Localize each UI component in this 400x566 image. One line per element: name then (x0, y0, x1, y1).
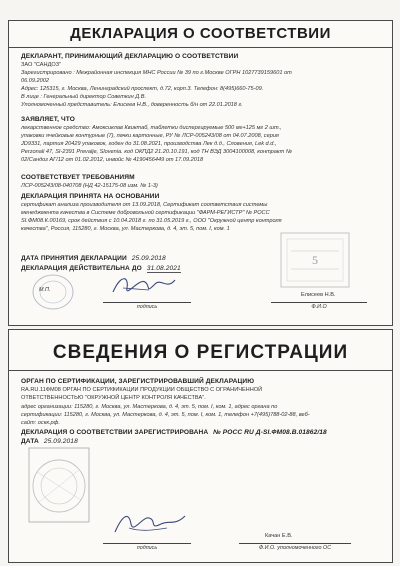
registration-divider (9, 370, 392, 371)
stamp-mark: М.П. (39, 287, 51, 293)
certification-body-stamp-icon (23, 442, 95, 528)
requirements-line: ЛСР-005243/08-040708 (НД 42-15175-08 изм. № 1-3) (21, 183, 158, 189)
applicant-line-4: Адрес: 125315, г. Москва, Ленинградский проспект, д.72, корп.3. Телефон: 8(495)660-75-09. (21, 86, 264, 92)
basis-line-4: качества", Россия, 115280, г. Москва, ул. Мастеркова, д. 4, эт. 5, пом. I, ком. 1 (21, 226, 230, 232)
applicant-line-1: ЗАО "САНДОЗ" (21, 62, 62, 68)
basis-line-1: сертификат анализа производителя от 13.09.2018, Сертификат соответствия системы (21, 202, 268, 208)
applicant-signature-caption: подпись (136, 304, 158, 310)
valid-date: 31.08.2021 (146, 265, 181, 272)
body-line-3: адрес организации: 115280, г. Москва, ул. Мастеркова, д. 4, эт. 5, пом. I, ком. 1, адрес органа по (21, 404, 278, 410)
registered-number: № РОСС RU Д-SI.ФМ08.В.01862/18 (213, 429, 327, 436)
svg-text:5: 5 (312, 253, 318, 267)
registered-date: 25.09.2018 (43, 438, 78, 445)
acceptance-date-row (21, 255, 166, 262)
registration-frame (8, 329, 393, 563)
applicant-signer-name: Елисеев Н.В. (301, 292, 336, 298)
body-line-5: сайт: ocкк.рф. (21, 420, 60, 426)
registered-row (21, 429, 327, 436)
registration-title: СВЕДЕНИЯ О РЕГИСТРАЦИИ (52, 342, 349, 363)
body-line-2: ОТВЕТСТВЕННОСТЬЮ "ОКРУЖНОЙ ЦЕНТР КОНТРОЛЯ КАЧЕСТВА". (21, 395, 206, 401)
declares-line-3: JD9331, партия 20429 упаковок, годен до 31.08.2021, производства Лек д.д., Словения, Lek d.d., (21, 141, 277, 147)
body-heading: ОРГАН ПО СЕРТИФИКАЦИИ, ЗАРЕГИСТРИРОВАВШИЙ ДЕКЛАРАЦИЮ (21, 378, 255, 385)
applicant-line-3: 06.09.2002 (21, 78, 49, 84)
applicant-name-caption: Ф.И.О (311, 304, 327, 310)
basis-line-3: SI.ФМ08.К.00169, срок действия с 10.04.2018 г. по 31.05.2019 г., ООО "Окружной центр контроля (21, 218, 282, 224)
registration-name-caption: Ф.И.О. уполномоченного ОС (258, 545, 332, 551)
declares-line-4: Perzonali 47, SI-2391 Prevalje, Slovenia. код ОКПД2 21.20.10.191, код ТН ВЭД 3004100008, контракт № (21, 149, 292, 155)
declares-line-5: 02/Сандоз АГ/12 от 01.02.2012, инвойс № 4190456449 от 17.09.2018 (21, 157, 204, 163)
acceptance-date: 25.09.2018 (131, 255, 166, 262)
applicant-signature-icon (109, 270, 179, 300)
body-line-4: сертификации: 115280, г. Москва, ул. Мастеркова, д. 4, эт. 5, пом. I, ком. 1, телефон +7(495)788-02-88, веб- (21, 412, 310, 418)
declares-heading: ЗАЯВЛЯЕТ, ЧТО (21, 116, 75, 123)
basis-line-2: менеджмента качества в Системе добровольной сертификации "ФАРМ-РЕГИСТР" № РОСС (21, 210, 270, 216)
applicant-heading: ДЕКЛАРАНТ, ПРИНИМАЮЩИЙ ДЕКЛАРАЦИЮ О СООТВЕТСТВИИ (21, 53, 239, 60)
basis-heading: ДЕКЛАРАЦИЯ ПРИНЯТА НА ОСНОВАНИИ (21, 193, 160, 200)
applicant-line-6: Уполномоченный представитель: Елисеев Н.В., доверенность б/н от 22.01.2018 г. (21, 102, 243, 108)
title-divider (9, 47, 392, 48)
body-line-1: RA.RU.11ФМ08 ОРГАН ПО СЕРТИФИКАЦИИ ПРОДУКЦИИ ОБЩЕСТВО С ОГРАНИЧЕННОЙ (21, 387, 263, 393)
applicant-signature-line (103, 302, 191, 303)
registered-label: ДЕКЛАРАЦИЯ О СООТВЕТСТВИИ ЗАРЕГИСТРИРОВАНА (21, 429, 209, 436)
registration-name-line (239, 543, 351, 544)
registration-signer-name: Качан Е.В. (265, 533, 293, 539)
registration-signature-icon (109, 508, 189, 540)
applicant-line-2: Зарегистрировано : Межрайонная инспекция МНС России № 39 по г.Москве ОГРН 1027739159601 от (21, 70, 292, 76)
registration-signature-caption: подпись (136, 545, 158, 551)
valid-label: ДЕКЛАРАЦИЯ ДЕЙСТВИТЕЛЬНА ДО (21, 265, 142, 272)
registered-date-label: ДАТА (21, 438, 39, 445)
registration-signature-line (103, 543, 191, 544)
applicant-name-line (271, 302, 367, 303)
received-stamp-icon (277, 229, 353, 291)
applicant-stamp-icon (31, 272, 75, 312)
declaration-title: ДЕКЛАРАЦИЯ О СООТВЕТСТВИИ (70, 25, 331, 42)
declares-line-2: упаковки ячейковые контурные (7), пачки картонные, РУ № ЛСР-005243/08 от 04.07.2008, серия (21, 133, 279, 139)
declares-line-1: лекарственное средство: Амоксиклав Квиктаб, таблетки диспергируемые 500 мг+125 мг 2 шт., (21, 125, 282, 131)
acceptance-label: ДАТА ПРИНЯТИЯ ДЕКЛАРАЦИИ (21, 255, 127, 262)
declaration-frame (8, 20, 393, 326)
requirements-heading: СООТВЕТСТВУЕТ ТРЕБОВАНИЯМ (21, 174, 135, 181)
applicant-line-5: В лице : Генеральный директор Советкин Д.В. (21, 94, 147, 100)
